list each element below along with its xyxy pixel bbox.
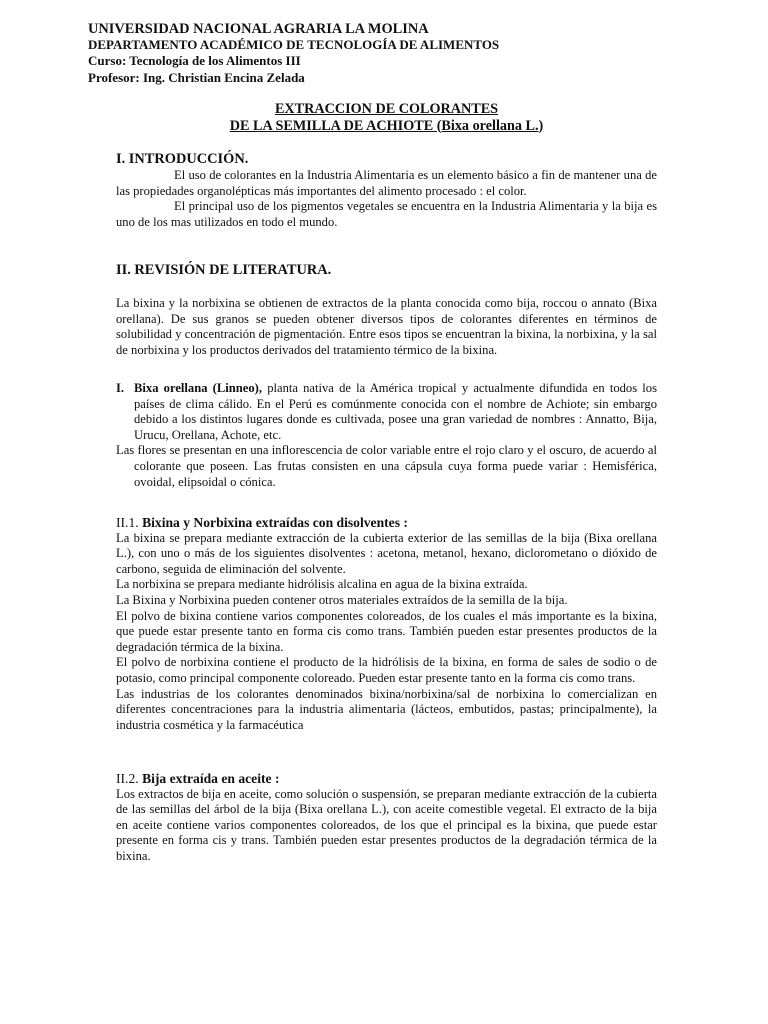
section-2-1-paragraph-3: La Bixina y Norbixina pueden contener otros materiales extraídos de la semilla de la bija. (116, 592, 568, 607)
section-2-1-paragraph-1: La bixina se prepara mediante extracción de la cubierta exterior de las semillas de la bija (Bixa orellana L.), con uno o más de los siguientes disolventes : acetona, metanol, hexano, diclorometano o dióxido de carbono, seguida de eliminación del solvente. (116, 530, 657, 576)
section-2-1-paragraph-4: El polvo de bixina contiene varios componentes coloreados, de los cuales el más importante es la bixina, que puede estar presente tanto en forma cis como trans. También pueden estar presentes productos de la degradación térmica de la bixina. (116, 608, 657, 654)
intro-heading: I. INTRODUCCIÓN. (116, 151, 249, 167)
revision-paragraph-2: Las flores se presentan en una inflorescencia de color variable entre el rojo claro y el oscuro, de acuerdo al colorante que poseen. Las frutas consisten en una cápsula cuya forma puede variar : Hemisférica, ovoidal, elipsoidal o cónica. (116, 443, 657, 489)
title-line-1: EXTRACCION DE COLORANTES (274, 101, 499, 117)
intro-body (116, 168, 657, 230)
section-2-1-heading (116, 515, 657, 531)
revision-heading: II. REVISIÓN DE LITERATURA. (116, 262, 332, 278)
section-2-1-body (116, 531, 657, 734)
list-item-bold: Bixa orellana (Linneo), (134, 381, 263, 395)
department-name: DEPARTAMENTO ACADÉMICO DE TECNOLOGÍA DE ALIMENTOS (88, 37, 500, 53)
section-2-1 (116, 515, 657, 733)
section-2-1-number: II.1. (116, 515, 139, 530)
section-2-2-body (116, 787, 657, 865)
list-item (134, 381, 657, 443)
list-number: I. (116, 381, 125, 395)
document-title (100, 101, 673, 134)
section-2-1-paragraph-6: Las industrias de los colorantes denominados bixina/norbixina/sal de norbixina lo comercializan en diferentes concentraciones para la industria alimentaria (lácteos, embutidos, pastas; principalmente), la industria cosmética y la farmacéutica (116, 686, 657, 732)
section-2-2-number: II.2. (116, 771, 139, 786)
university-name: UNIVERSIDAD NACIONAL AGRARIA LA MOLINA (88, 21, 429, 37)
professor-name: Profesor: Ing. Christian Encina Zelada (88, 69, 305, 85)
intro-paragraph-2: El principal uso de los pigmentos vegetales se encuentra en la Industria Alimentaria y la bija es uno de los mas utilizados en todo el mundo. (116, 199, 657, 229)
section-2-2-heading (116, 771, 657, 787)
revision-list (116, 381, 657, 490)
section-2-2-title: Bija extraída en aceite : (142, 771, 280, 786)
section-2-1-paragraph-2: La norbixina se prepara mediante hidrólisis alcalina en agua de la bixina extraída. (116, 577, 528, 592)
section-2-1-paragraph-5: El polvo de norbixina contiene el producto de la hidrólisis de la bixina, en forma de sales de sodio o de potasio, como principal componente coloreado. Pueden estar presente tanto en la forma cis como trans. (116, 655, 657, 685)
section-2-2 (116, 771, 657, 865)
section-2-2-paragraph-1: Los extractos de bija en aceite, como solución o suspensión, se preparan mediante extracción de la cubierta de las semillas del árbol de la bija (Bixa orellana L.), con aceite comestible vegetal. El extracto de la bija en aceite contiene varios componentes coloreados, de los que el principal es la bixina, que puede estar presente en forma cis y trans. También pueden estar presentes productos de la degradación térmica de la bixina. (116, 786, 657, 863)
document-header (88, 21, 499, 86)
section-2-1-title: Bixina y Norbixina extraídas con disolventes : (142, 515, 408, 530)
title-line-2: DE LA SEMILLA DE ACHIOTE (Bixa orellana L.) (229, 117, 544, 134)
revision-paragraph-1: La bixina y la norbixina se obtienen de extractos de la planta conocida como bija, roccou o annato (Bixa orellana). De sus granos se pueden obtener diversos tipos de colorantes diferentes en términos de solubilidad y concentración de pigmentación. Entre esos tipos se encuentran la bixina, la norbixina, y la sal de norbixina y los productos derivados del tratamiento térmico de la bixina. (116, 296, 657, 357)
course-name: Curso: Tecnología de los Alimentos III (88, 53, 301, 69)
intro-paragraph-1: El uso de colorantes en la Industria Alimentaria es un elemento básico a fin de mantener una de las propiedades organolépticas más importantes del alimento procesado : el color. (116, 168, 657, 198)
list-item-text: planta nativa de la América tropical y actualmente difundida en todos los países de clima cálido. En el Perú es comúnmente conocida con el nombre de Achiote; sin embargo debido a los distintos lugares donde es cultivada, posee una gran variedad de nombres : Annatto, Bija, Urucu, Orellana, Achote, etc. (134, 381, 657, 442)
